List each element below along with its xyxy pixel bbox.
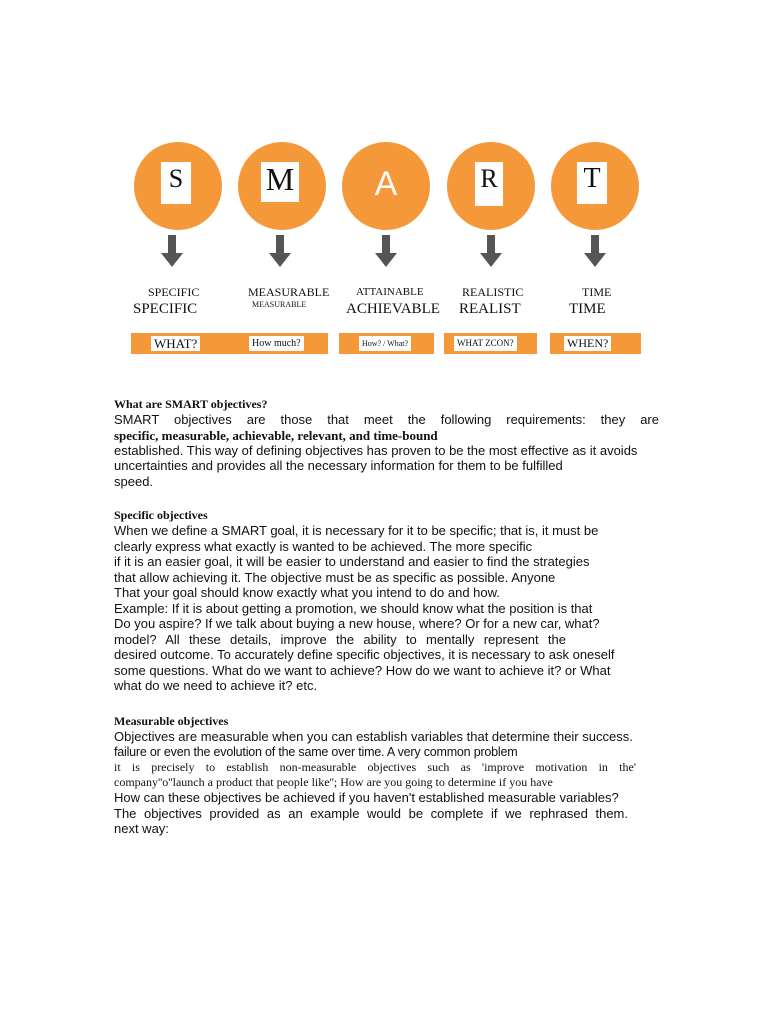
section-heading: What are SMART objectives?: [114, 397, 268, 411]
paragraph-line: it is precisely to establish non-measurable objectives such as 'improve motivation in the': [114, 760, 636, 774]
label-achievable-big: ACHIEVABLE: [346, 301, 440, 317]
question-bar-how-much: [235, 333, 328, 354]
letter-t: T: [577, 162, 607, 204]
label-measurable-sub: MEASURABLE: [252, 300, 307, 309]
down-arrow-icon: [478, 235, 504, 269]
paragraph-line: company''o''launch a product that people like''; How are you going to determine if you have: [114, 775, 553, 789]
paragraph-line: How can these objectives be achieved if you haven't established measurable variables?: [114, 790, 619, 805]
label-time-big: TIME: [569, 301, 606, 317]
paragraph-line: some questions. What do we want to achieve? How do we want to achieve it? or What: [114, 662, 611, 678]
label-realistic-small: REALISTIC: [462, 285, 524, 299]
smart-graphic: [0, 0, 768, 360]
paragraph-line-bold: specific, measurable, achievable, relevant, and time-bound: [114, 427, 438, 443]
label-attainable-small: ATTAINABLE: [356, 286, 424, 298]
paragraph-line: if it is an easier goal, it will be easier to understand and easier to find the strategies: [114, 554, 590, 569]
question-bar-how-what: [339, 333, 434, 354]
question-how-what: How? / What?: [359, 336, 411, 351]
paragraph-line: When we define a SMART goal, it is necessary for it to be specific; that is, it must be: [114, 523, 599, 538]
down-arrow-icon: [159, 235, 185, 269]
question-how-much: How much?: [249, 336, 304, 351]
label-specific-big: SPECIFIC: [133, 301, 198, 317]
paragraph-line: The objectives provided as an example would be complete if we rephrased them.: [114, 805, 628, 821]
question-bar-what-zcon: [444, 333, 537, 354]
label-specific-small: SPECIFIC: [148, 285, 200, 299]
paragraph-line: Example: If it is about getting a promotion, we should know what the position is that: [114, 600, 593, 616]
down-arrow-icon: [373, 235, 399, 269]
paragraph-line: Do you aspire? If we talk about buying a new house, where? Or for a new car, what?: [114, 616, 600, 631]
paragraph-line: That your goal should know exactly what you intend to do and how.: [114, 585, 500, 600]
question-bar-when: [550, 333, 641, 354]
paragraph-line: desired outcome. To accurately define specific objectives, it is necessary to ask oneself: [114, 647, 615, 662]
question-when: WHEN?: [564, 336, 611, 351]
section-specific-objectives: [114, 508, 659, 694]
label-time-small: TIME: [582, 285, 612, 299]
question-what-zcon: WHAT ZCON?: [454, 336, 517, 351]
paragraph-line: model? All these details, improve the ability to mentally represent the: [114, 631, 566, 647]
paragraph-line: uncertainties and provides all the necessary information for them to be fulfilled: [114, 458, 563, 473]
paragraph-line: SMART objectives are those that meet the following requirements: they are: [114, 412, 659, 427]
paragraph-line: established. This way of defining objectives has proven to be the most effective as it avoids: [114, 442, 638, 458]
paragraph-line: speed.: [114, 473, 154, 489]
letter-m: M: [261, 162, 299, 202]
paragraph-line: what do we need to achieve it? etc.: [114, 678, 318, 693]
question-bar-what: [131, 333, 237, 354]
letter-a: A: [374, 165, 398, 203]
paragraph-line: clearly express what exactly is wanted to be achieved. The more specific: [114, 538, 533, 554]
paragraph-line: failure or even the evolution of the same over time. A very common problem: [114, 744, 518, 759]
down-arrow-icon: [582, 235, 608, 269]
letter-s: S: [161, 162, 191, 204]
section-measurable-objectives: [114, 714, 659, 837]
section-smart-objectives: [114, 397, 659, 489]
section-heading: Specific objectives: [114, 508, 208, 522]
paragraph-line: next way:: [114, 821, 169, 836]
label-realist-big: REALIST: [459, 301, 521, 317]
down-arrow-icon: [267, 235, 293, 269]
label-measurable-small: MEASURABLE: [248, 285, 330, 299]
section-heading: Measurable objectives: [114, 714, 229, 728]
paragraph-line: that allow achieving it. The objective must be as specific as possible. Anyone: [114, 569, 556, 585]
question-what: WHAT?: [151, 336, 200, 351]
letter-r: R: [475, 162, 503, 206]
paragraph-line: Objectives are measurable when you can establish variables that determine their success.: [114, 729, 633, 744]
